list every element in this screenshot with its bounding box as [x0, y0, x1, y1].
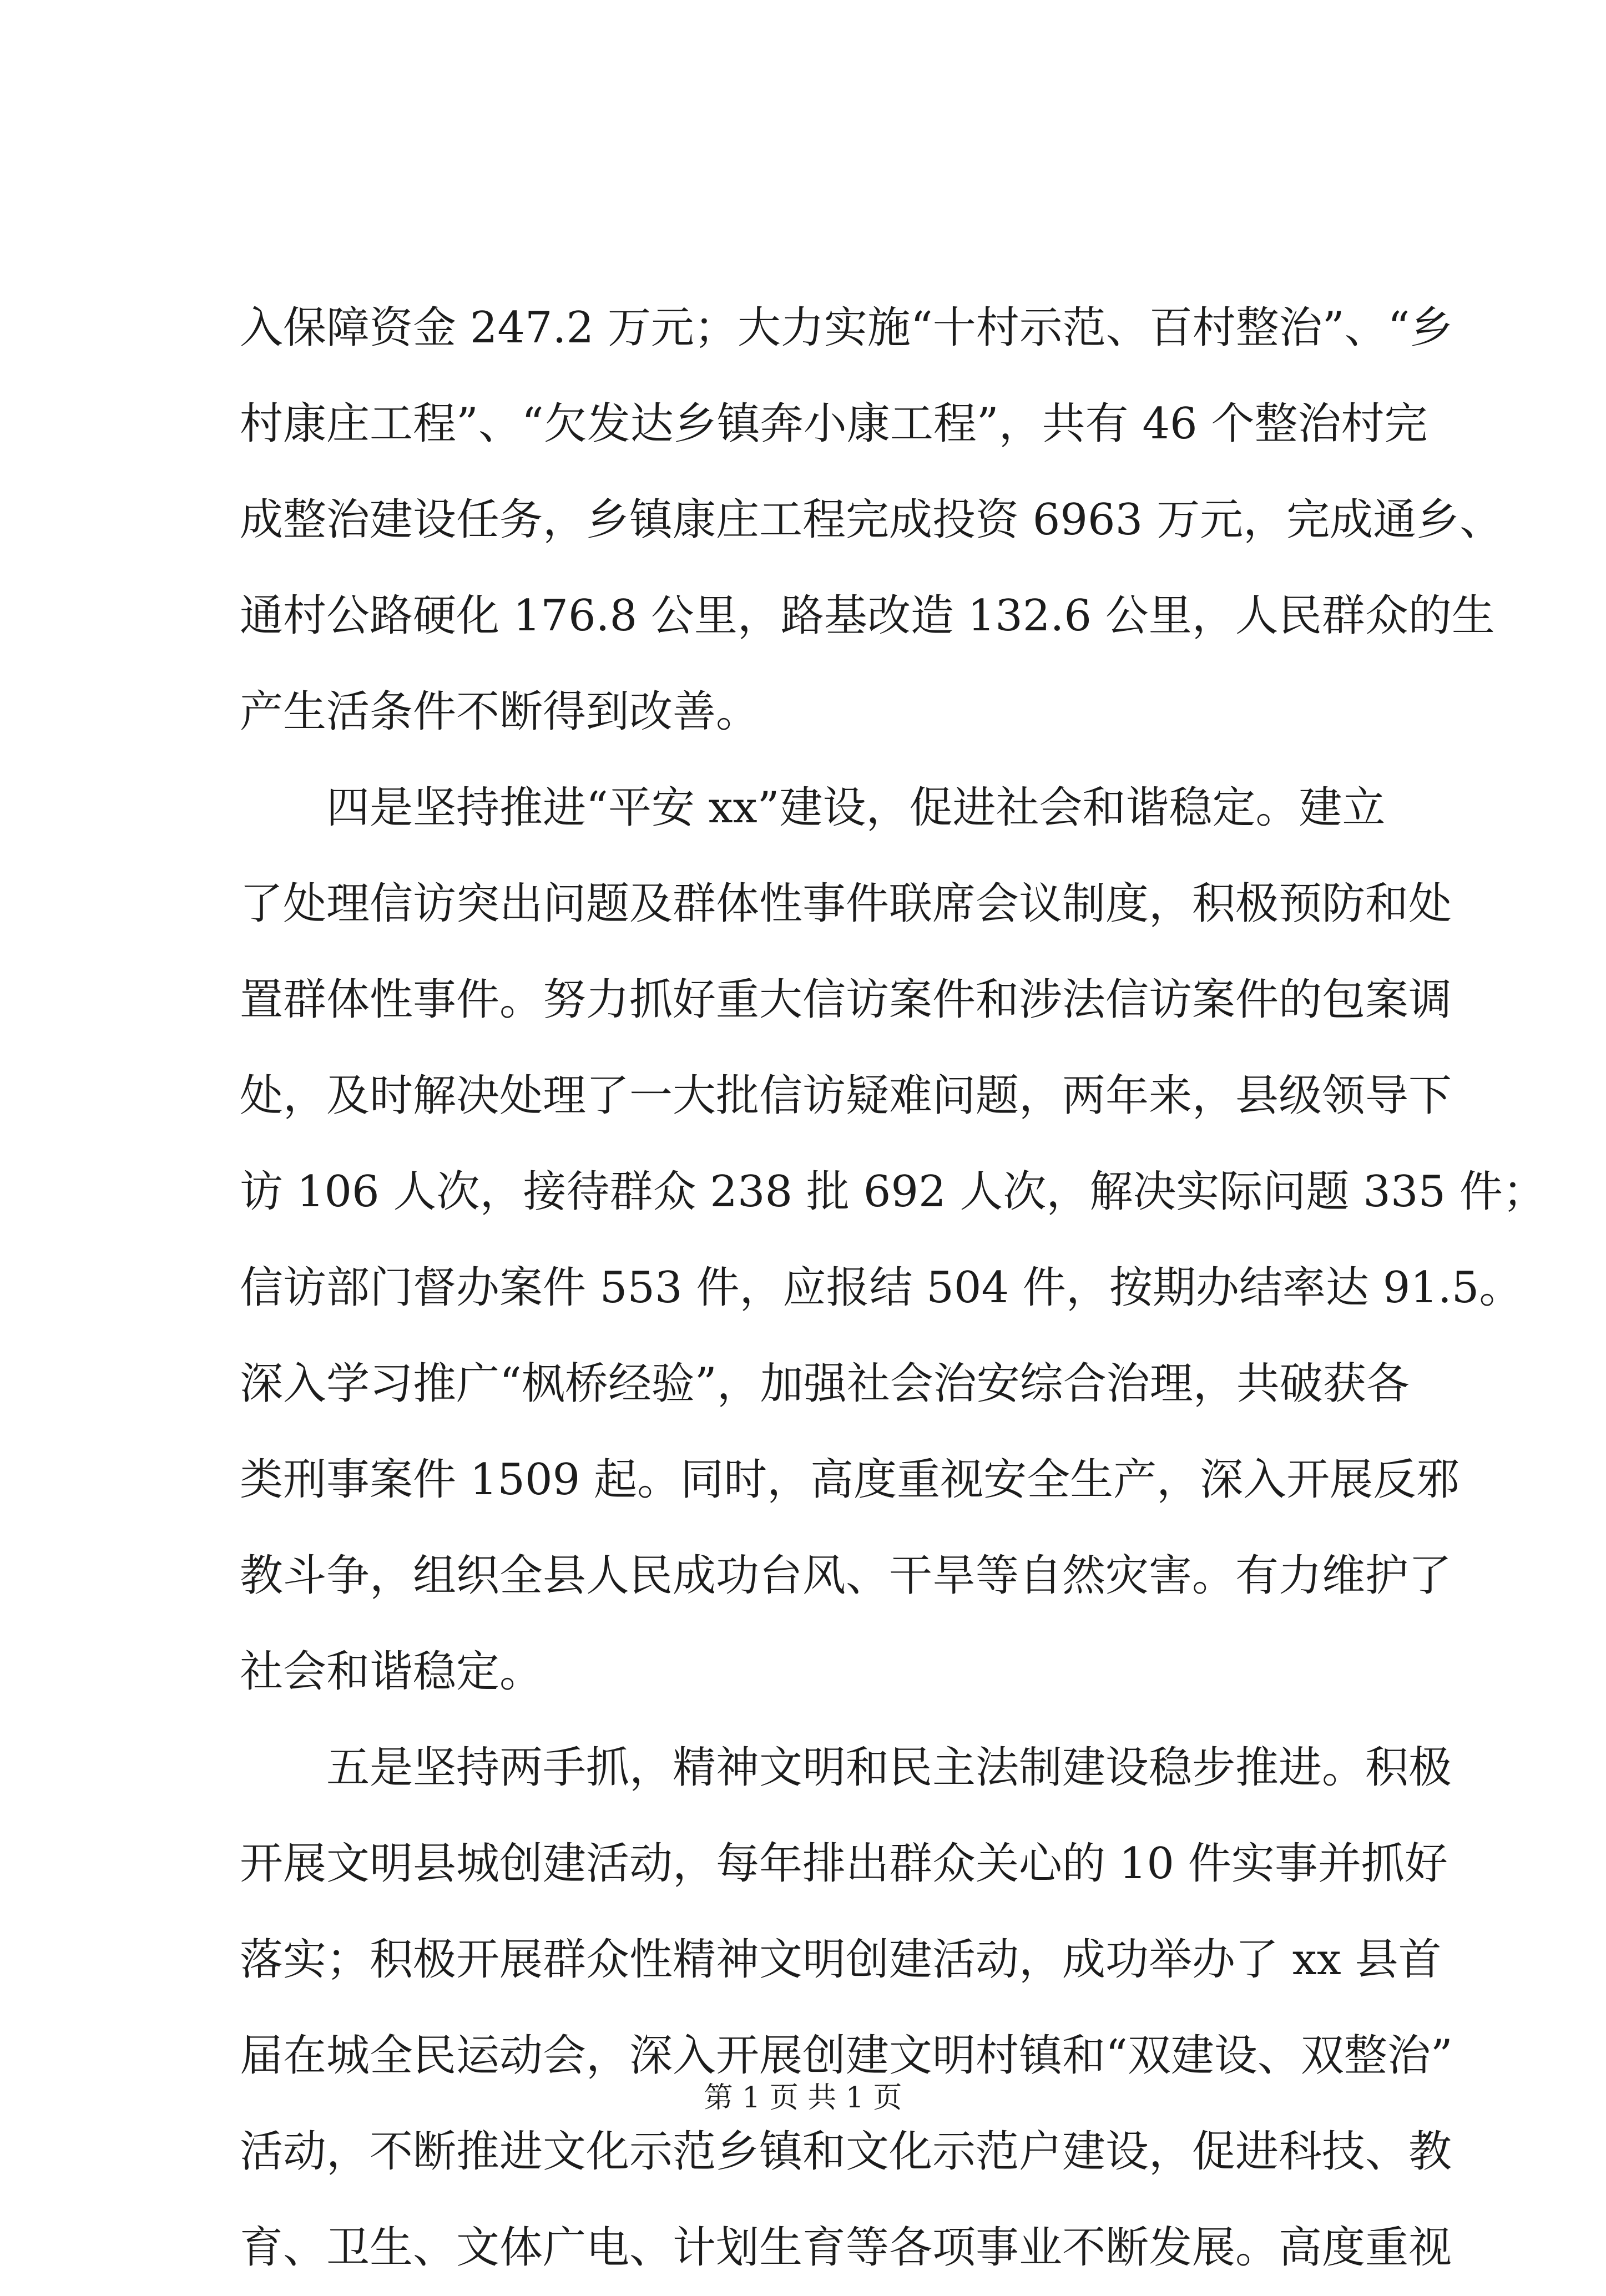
text-line: 社会和谐稳定。 [240, 1647, 543, 1697]
text-line: 村康庄工程”、“欠发达乡镇奔小康工程”，共有 46 个整治村完 [240, 399, 1428, 449]
text-line: 开展文明县城创建活动，每年排出群众关心的 10 件实事并抓好 [240, 1839, 1448, 1889]
text-line: 类刑事案件 1509 起。同时，高度重视安全生产，深入开展反邪 [240, 1455, 1460, 1505]
paragraph [240, 280, 1503, 760]
document-body [240, 280, 1546, 2296]
text-line: 活动，不断推进文化示范乡镇和文化示范户建设，促进科技、教 [240, 2127, 1452, 2177]
text-line: 信访部门督办案件 553 件，应报结 504 件，按期办结率达 91.5。 [240, 1263, 1523, 1313]
text-line: 届在城全民运动会，深入开展创建文明村镇和“双建设、双整治” [240, 2031, 1453, 2081]
text-line: 四是坚持推进“平安 xx”建设，促进社会和谐稳定。建立 [240, 783, 1386, 833]
page-number-footer: 第 1 页 共 1 页 [704, 2081, 902, 2115]
text-line: 五是坚持两手抓，精神文明和民主法制建设稳步推进。积极 [240, 1743, 1452, 1793]
text-line: 落实；积极开展群众性精神文明创建活动，成功举办了 xx 县首 [240, 1935, 1442, 1985]
paragraph [240, 760, 1546, 1720]
text-line: 育、卫生、文体广电、计划生育等各项事业不断发展。高度重视 [240, 2223, 1452, 2273]
text-line: 入保障资金 247.2 万元；大力实施“十村示范、百村整治”、“乡 [240, 303, 1453, 353]
text-line: 处，及时解决处理了一大批信访疑难问题，两年来，县级领导下 [240, 1071, 1452, 1121]
text-line: 产生活条件不断得到改善。 [240, 687, 760, 737]
text-line: 了处理信访突出问题及群体性事件联席会议制度，积极预防和处 [240, 879, 1452, 929]
text-line: 深入学习推广“枫桥经验”，加强社会治安综合治理，共破获各 [240, 1359, 1410, 1409]
text-line: 置群体性事件。努力抓好重大信访案件和涉法信访案件的包案调 [240, 975, 1452, 1025]
text-line: 教斗争，组织全县人民成功台风、干旱等自然灾害。有力维护了 [240, 1551, 1452, 1601]
text-line: 通村公路硬化 176.8 公里，路基改造 132.6 公里，人民群众的生 [240, 591, 1495, 641]
paragraph [240, 1720, 1453, 2296]
text-line: 访 106 人次，接待群众 238 批 692 人次，解决实际问题 335 件； [240, 1167, 1546, 1217]
text-line: 成整治建设任务，乡镇康庄工程完成投资 6963 万元，完成通乡、 [240, 495, 1503, 545]
